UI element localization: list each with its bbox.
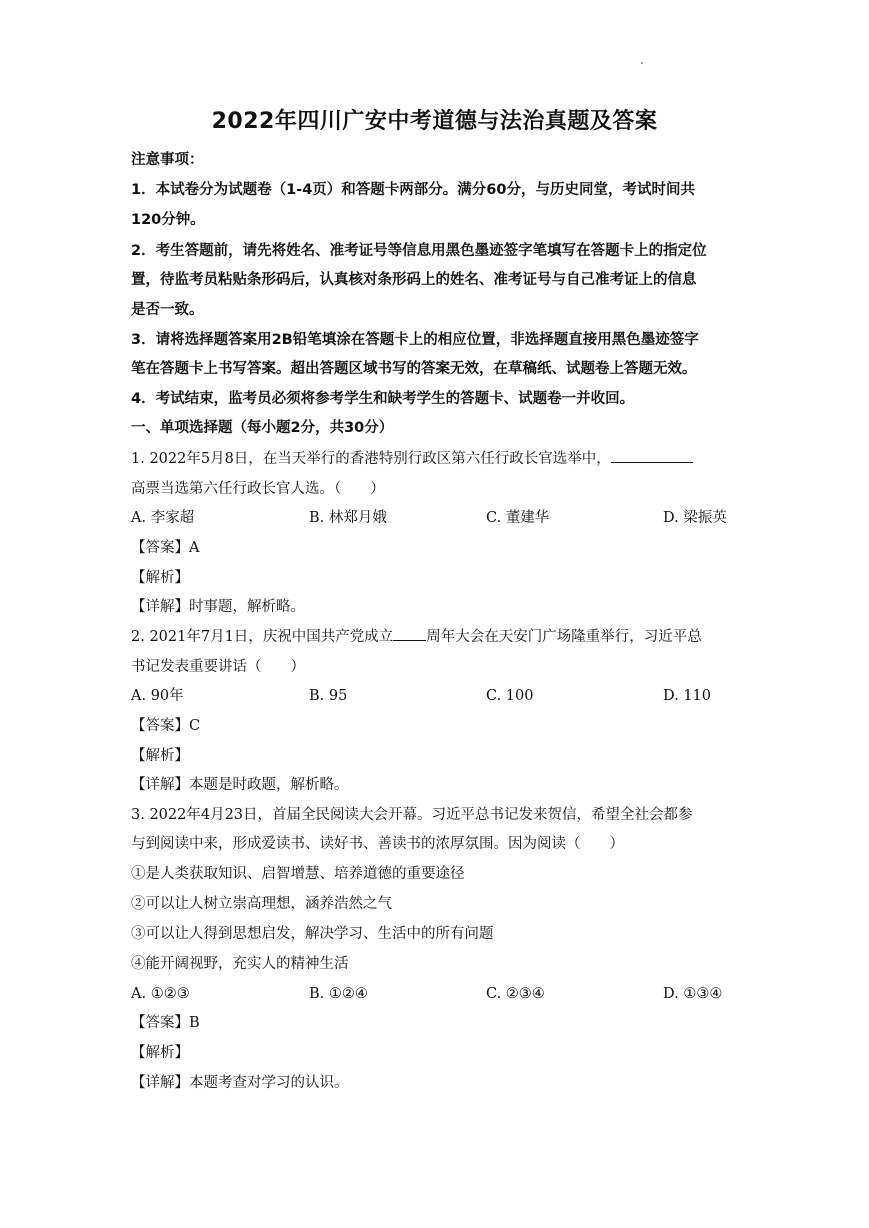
option-c: C. 董建华 [486,510,550,526]
section-heading: 一、单项选择题（每小题2分，共30分） [131,420,394,436]
option-b: B. 林郑月娥 [309,510,387,526]
notice-line: 置，待监考员粘贴条形码后，认真核对条形码上的姓名、准考证号与自己准考证上的信息 [131,272,697,288]
question-1-stem-cont: 高票当选第六任行政长官人选。（ ） [131,481,385,497]
statement-item: ①是人类获取知识、启智增慧、培养道德的重要途径 [131,866,465,882]
question-3-stem-cont: 与到阅读中来，形成爱读书、读好书、善读书的浓厚氛围。因为阅读（ ） [131,836,624,852]
notice-line: 120分钟。 [131,212,205,228]
question-1-stem-text: 1. 2022年5月8日，在当天举行的香港特别行政区第六任行政长官选举中， [131,451,611,467]
analysis-label: 【解析】 [131,570,189,586]
detail-label: 【详解】时事题，解析略。 [131,599,305,615]
statement-item: ④能开阔视野，充实人的精神生活 [131,956,349,972]
statement-item: ②可以让人树立崇高理想，涵养浩然之气 [131,896,392,912]
analysis-label: 【解析】 [131,748,189,764]
notice-line: 1．本试卷分为试题卷（1-4页）和答题卡两部分。满分60分，与历史同堂，考试时间共 [131,182,695,198]
answer-label: 【答案】B [131,1015,200,1031]
question-3-stem: 3. 2022年4月23日，首届全民阅读大会开幕。习近平总书记发来贺信，希望全社会都参 [131,807,693,823]
notice-line: 2．考生答题前，请先将姓名、准考证号等信息用黑色墨迹签字笔填写在答题卡上的指定位 [131,243,707,259]
detail-label: 【详解】本题考查对学习的认识。 [131,1075,349,1091]
option-d: D. 110 [663,688,712,704]
option-d: D. ①③④ [663,986,723,1002]
answer-label: 【答案】A [131,540,200,556]
notice-heading: 注意事项： [131,152,204,168]
question-2-stem [131,627,741,647]
answer-label: 【答案】C [131,718,201,734]
notice-line: 4．考试结束，监考员必须将参考学生和缺考学生的答题卡、试题卷一并收回。 [131,391,635,407]
question-2-stem-cont: 书记发表重要讲话（ ） [131,659,305,675]
option-a: A. 李家超 [131,510,195,526]
option-b: B. ①②④ [309,986,368,1002]
option-a: A. 90年 [131,688,184,704]
statement-item: ③可以让人得到思想启发，解决学习、生活中的所有问题 [131,926,494,942]
notice-line: 3．请将选择题答案用2B铅笔填涂在答题卡上的相应位置，非选择题直接用黑色墨迹签字 [131,332,699,348]
detail-label: 【详解】本题是时政题，解析略。 [131,777,349,793]
option-c: C. ②③④ [486,986,545,1002]
option-b: B. 95 [309,688,348,704]
option-d: D. 梁振英 [663,510,727,526]
document-title: 2022年四川广安中考道德与法治真题及答案 [211,109,658,134]
notice-line: 笔在答题卡上书写答案。超出答题区域书写的答案无效，在草稿纸、试题卷上答题无效。 [131,361,697,377]
page-mark-dot [641,62,643,64]
question-1-stem [131,449,741,469]
notice-line: 是否一致。 [131,302,204,318]
question-2-stem-text: 2. 2021年7月1日，庆祝中国共产党成立 [131,629,394,645]
answer-blank [611,449,693,463]
answer-blank [393,627,426,641]
option-c: C. 100 [486,688,534,704]
option-a: A. ①②③ [131,986,190,1002]
analysis-label: 【解析】 [131,1045,189,1061]
question-2-stem-text-2: 周年大会在天安门广场隆重举行，习近平总 [426,629,702,645]
